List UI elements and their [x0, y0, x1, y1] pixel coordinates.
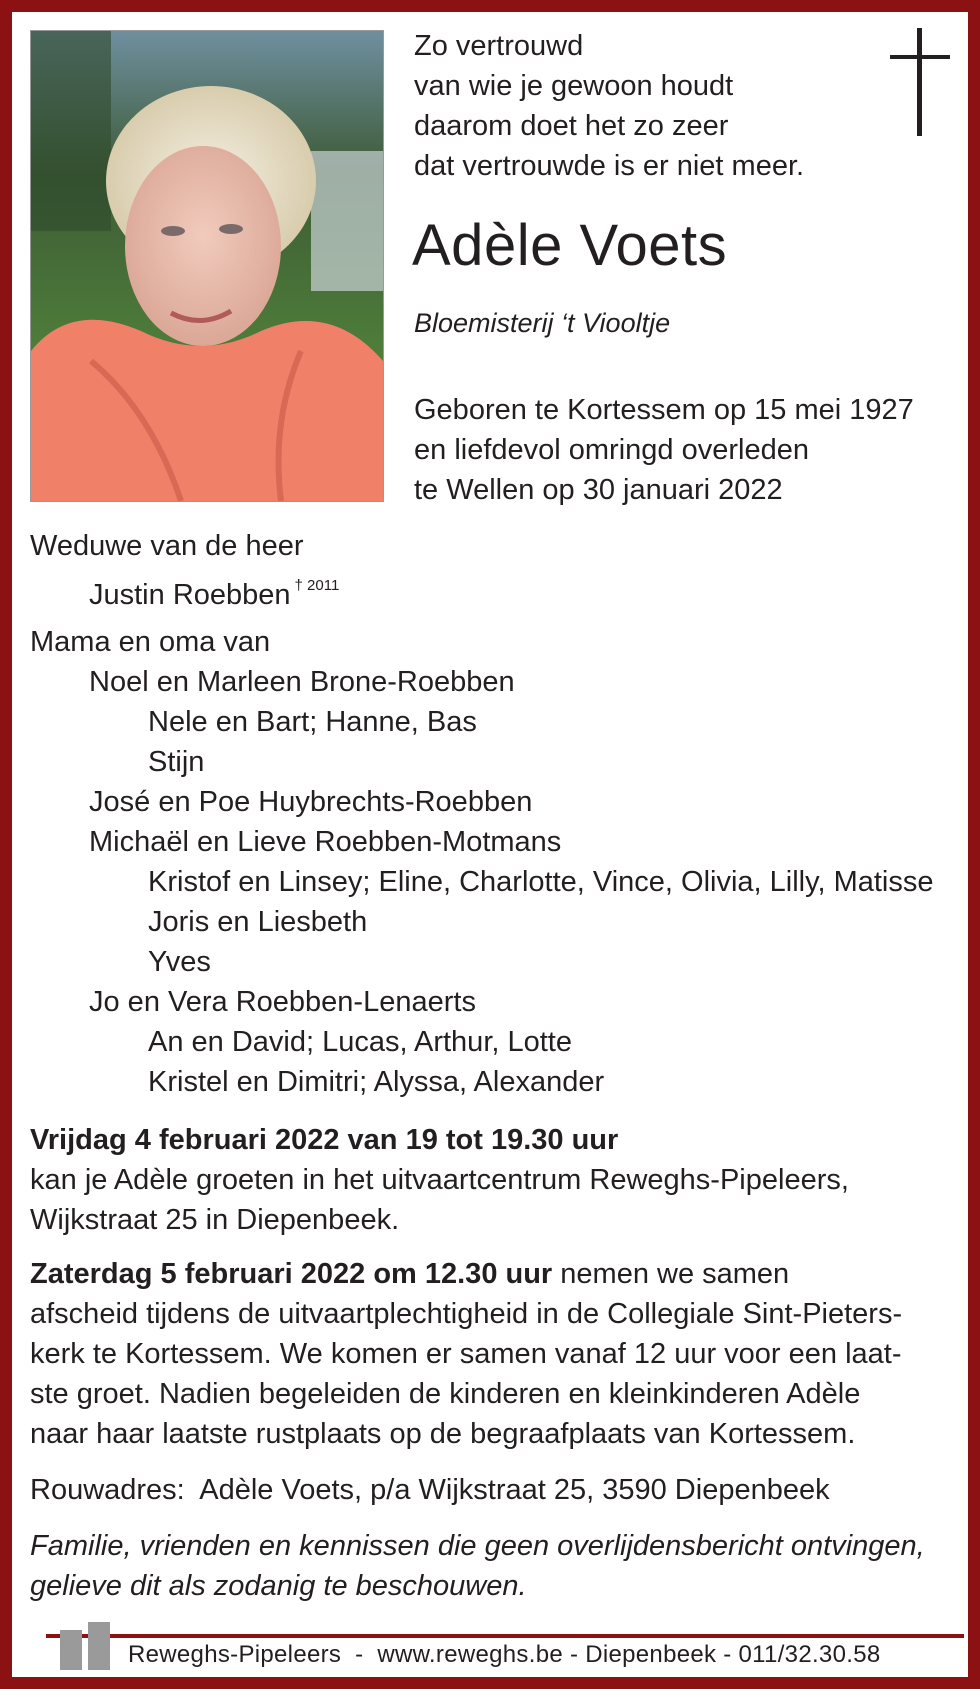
deceased-name: Adèle Voets — [412, 213, 728, 278]
poem-line: Zo vertrouwd — [414, 30, 584, 62]
husband-name: Justin Roebben — [89, 579, 291, 611]
footer-divider — [46, 1634, 964, 1638]
mourning-address: Rouwadres: Adèle Voets, p/a Wijkstraat 25, 3590 Diepenbeek — [30, 1474, 830, 1506]
cross-icon — [888, 28, 952, 143]
family-line: Michaël en Lieve Roebben-Motmans — [89, 826, 562, 858]
notice — [30, 1526, 925, 1606]
family-line: An en David; Lucas, Arthur, Lotte — [148, 1026, 572, 1058]
funeral-line: kerk te Kortessem. We komen er samen vanaf 12 uur voor een laat- — [30, 1338, 902, 1370]
birth-death-line: te Wellen op 30 januari 2022 — [414, 474, 783, 506]
birth-death-info — [414, 390, 914, 510]
husband-line — [30, 566, 339, 615]
florist: Bloemisterij ‘t Viooltje — [414, 308, 671, 338]
poem-line: daarom doet het zo zeer — [414, 110, 729, 142]
funeral-first-line — [30, 1254, 902, 1294]
portrait-photo — [30, 30, 384, 502]
poem-line: van wie je gewoon houdt — [414, 70, 734, 102]
widow-section — [30, 526, 339, 615]
family-line: Kristof en Linsey; Eline, Charlotte, Vince, Olivia, Lilly, Matisse — [148, 866, 934, 898]
funeral-line: afscheid tijdens de uitvaartplechtigheid in de Collegiale Sint-Pieters- — [30, 1298, 903, 1330]
widow-intro: Weduwe van de heer — [30, 530, 304, 562]
family-line: Nele en Bart; Hanne, Bas — [148, 706, 477, 738]
funeral-line: naar haar laatste rustplaats op de begraafplaats van Kortessem. — [30, 1418, 856, 1450]
funeral-home-logo-icon — [58, 1620, 116, 1675]
family-line: Joris en Liesbeth — [148, 906, 368, 938]
visitation-heading: Vrijdag 4 februari 2022 van 19 tot 19.30 uur — [30, 1124, 619, 1156]
funeral-heading: Zaterdag 5 februari 2022 om 12.30 uur — [30, 1258, 553, 1290]
visitation-line: kan je Adèle groeten in het uitvaartcentrum Reweghs-Pipeleers, — [30, 1164, 849, 1196]
funeral-first-line-rest: nemen we samen — [560, 1258, 790, 1290]
funeral-section — [30, 1254, 902, 1454]
family-line: Jo en Vera Roebben-Lenaerts — [89, 986, 476, 1018]
husband-death: † 2011 — [294, 577, 340, 594]
family-section — [30, 622, 933, 1102]
notice-line: Familie, vrienden en kennissen die geen overlijdensbericht ontvingen, — [30, 1530, 925, 1562]
poem — [414, 26, 804, 186]
family-line: Stijn — [148, 746, 205, 778]
family-line: José en Poe Huybrechts-Roebben — [89, 786, 533, 818]
family-intro: Mama en oma van — [30, 626, 271, 658]
birth-death-line: en liefdevol omringd overleden — [414, 434, 809, 466]
birth-death-line: Geboren te Kortessem op 15 mei 1927 — [414, 394, 914, 426]
family-line: Kristel en Dimitri; Alyssa, Alexander — [148, 1066, 605, 1098]
family-line: Yves — [148, 946, 211, 978]
funeral-line: ste groet. Nadien begeleiden de kinderen en kleinkinderen Adèle — [30, 1378, 861, 1410]
poem-line: dat vertrouwde is er niet meer. — [414, 150, 805, 182]
family-line: Noel en Marleen Brone-Roebben — [89, 666, 515, 698]
footer-contact: Reweghs-Pipeleers - www.reweghs.be - Diepenbeek - 011/32.30.58 — [128, 1641, 881, 1668]
visitation-line: Wijkstraat 25 in Diepenbeek. — [30, 1204, 400, 1236]
visitation-section — [30, 1120, 849, 1240]
notice-line: gelieve dit als zodanig te beschouwen. — [30, 1570, 527, 1602]
